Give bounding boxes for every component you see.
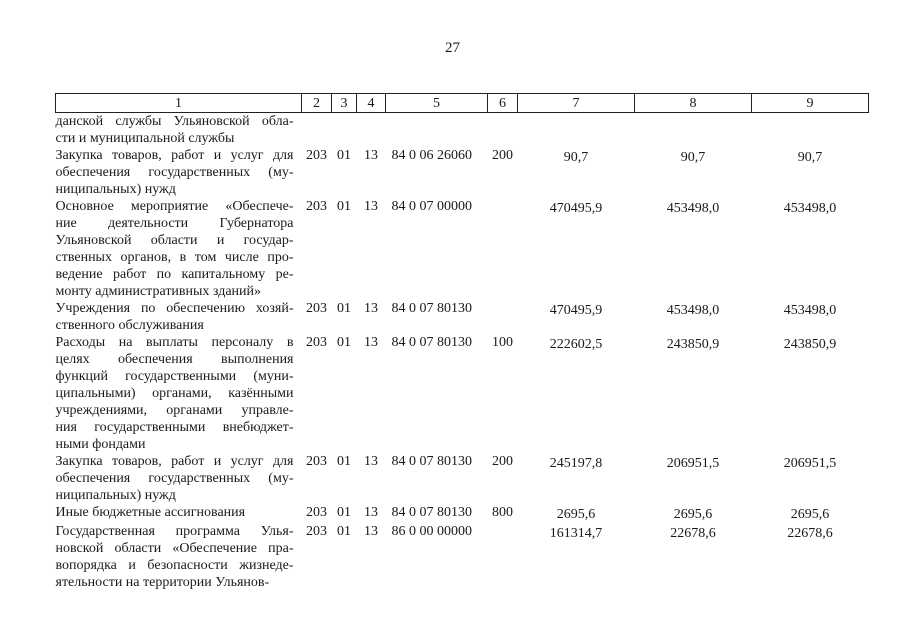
section-code: 01 [337,199,351,214]
amount-col9: 243850,9 [783,337,837,352]
row-description [56,300,302,334]
description-line: целях обеспечения выполнения [55,352,294,367]
description-line: Ульяновской области и государ- [55,233,294,248]
amount-col8 [635,113,752,148]
target-article-code: 84 0 06 26060 [391,148,472,163]
budget-table [55,93,869,591]
row-description [56,198,302,300]
column-header: 5 [386,94,488,113]
expense-type-code [488,113,518,148]
description-line: вопорядка и безопасности жизнеде- [55,558,294,573]
amount-col7 [518,113,635,148]
description-line: обеспечения государственных (му- [55,165,294,180]
amount-col8: 453498,0 [666,303,720,318]
section-code: 01 [337,335,351,350]
amount-col7: 470495,9 [549,201,603,216]
description-line: Государственная программа Улья- [55,524,294,539]
table-row [56,113,869,148]
target-article-code: 84 0 07 80130 [391,301,472,316]
column-header: 9 [752,94,869,113]
target-article-code [386,113,488,148]
ministry-code: 203 [306,505,327,520]
section-code: 01 [337,301,351,316]
column-header: 2 [302,94,332,113]
description-line: обеспечения государственных (му- [55,471,294,486]
expense-type-code [488,300,518,334]
table-row [56,147,869,198]
table-row [56,504,869,523]
description-line: Закупка товаров, работ и услуг для [55,454,294,469]
row-description [56,113,302,148]
expense-type-code [488,198,518,300]
table-row [56,300,869,334]
table-row [56,523,869,591]
amount-col8: 243850,9 [666,337,720,352]
expense-type-code: 800 [492,505,513,520]
amount-col8: 22678,6 [670,526,716,541]
amount-col8: 2695,6 [673,507,713,522]
description-line: ственного обслуживания [55,318,204,333]
section-code: 01 [337,148,351,163]
amount-col8: 453498,0 [666,201,720,216]
amount-col7: 245197,8 [549,456,603,471]
target-article-code: 84 0 07 00000 [391,199,472,214]
amount-col9: 453498,0 [783,201,837,216]
description-line: Расходы на выплаты персоналу в [55,335,294,350]
subsection-code: 13 [364,199,378,214]
amount-col7: 222602,5 [549,337,603,352]
amount-col8: 90,7 [680,150,706,165]
target-article-code: 84 0 07 80130 [391,454,472,469]
subsection-code: 13 [364,335,378,350]
description-line: ными фондами [55,437,146,452]
row-description [56,523,302,591]
column-header: 8 [635,94,752,113]
amount-col9: 22678,6 [787,526,833,541]
description-line: сти и муниципальной службы [55,131,235,146]
column-header: 4 [357,94,386,113]
target-article-code: 84 0 07 80130 [391,335,472,350]
section-code: 01 [337,505,351,520]
target-article-code: 84 0 07 80130 [391,505,472,520]
header-row [56,94,869,113]
expense-type-code [488,523,518,591]
amount-col9: 90,7 [797,150,823,165]
description-line: ципальными) органами, казёнными [55,386,294,401]
subsection-code [357,113,386,148]
ministry-code: 203 [306,454,327,469]
table-body [56,113,869,592]
subsection-code: 13 [364,505,378,520]
description-line: ведение работ по капитальному ре- [55,267,294,282]
description-line: учреждениями, органами управле- [55,403,294,418]
description-line: ниципальных) нужд [55,182,176,197]
description-line: Основное мероприятие «Обеспече- [55,199,294,214]
description-line: ственных органов, в том числе про- [55,250,294,265]
amount-col7: 2695,6 [556,507,596,522]
amount-col9: 453498,0 [783,303,837,318]
page-number: 27 [445,40,460,56]
description-line: Учреждения по обеспечению хозяй- [55,301,294,316]
table-row [56,334,869,453]
amount-col8: 206951,5 [666,456,720,471]
description-line: ние деятельности Губернатора [55,216,294,231]
row-description [56,453,302,504]
subsection-code: 13 [364,524,378,539]
amount-col7: 161314,7 [549,526,603,541]
description-line: ятельности на территории Ульянов- [55,575,270,590]
amount-col7: 90,7 [563,150,589,165]
description-line: функций государственными (муни- [55,369,294,384]
description-line: ниципальных) нужд [55,488,176,503]
table-row [56,453,869,504]
amount-col7: 470495,9 [549,303,603,318]
subsection-code: 13 [364,148,378,163]
description-line: данской службы Ульяновской обла- [55,114,294,129]
subsection-code: 13 [364,454,378,469]
ministry-code: 203 [306,148,327,163]
amount-col9 [752,113,869,148]
section-code: 01 [337,454,351,469]
ministry-code: 203 [306,524,327,539]
amount-col9: 206951,5 [783,456,837,471]
column-header: 7 [518,94,635,113]
row-description [56,334,302,453]
expense-type-code: 100 [492,335,513,350]
column-header: 6 [488,94,518,113]
ministry-code: 203 [306,335,327,350]
description-line: Закупка товаров, работ и услуг для [55,148,294,163]
description-line: монту административных зданий» [55,284,262,299]
expense-type-code: 200 [492,454,513,469]
column-header: 1 [56,94,302,113]
description-line: Иные бюджетные ассигнования [55,505,246,520]
target-article-code: 86 0 00 00000 [391,524,472,539]
expense-type-code: 200 [492,148,513,163]
column-header: 3 [332,94,357,113]
description-line: новской области «Обеспечение пра- [55,541,294,556]
section-code: 01 [337,524,351,539]
row-description [56,147,302,198]
subsection-code: 13 [364,301,378,316]
amount-col9: 2695,6 [790,507,830,522]
description-line: ния государственными внебюджет- [55,420,294,435]
ministry-code [302,113,332,148]
table-row [56,198,869,300]
ministry-code: 203 [306,199,327,214]
row-description [56,504,302,523]
ministry-code: 203 [306,301,327,316]
section-code [332,113,357,148]
